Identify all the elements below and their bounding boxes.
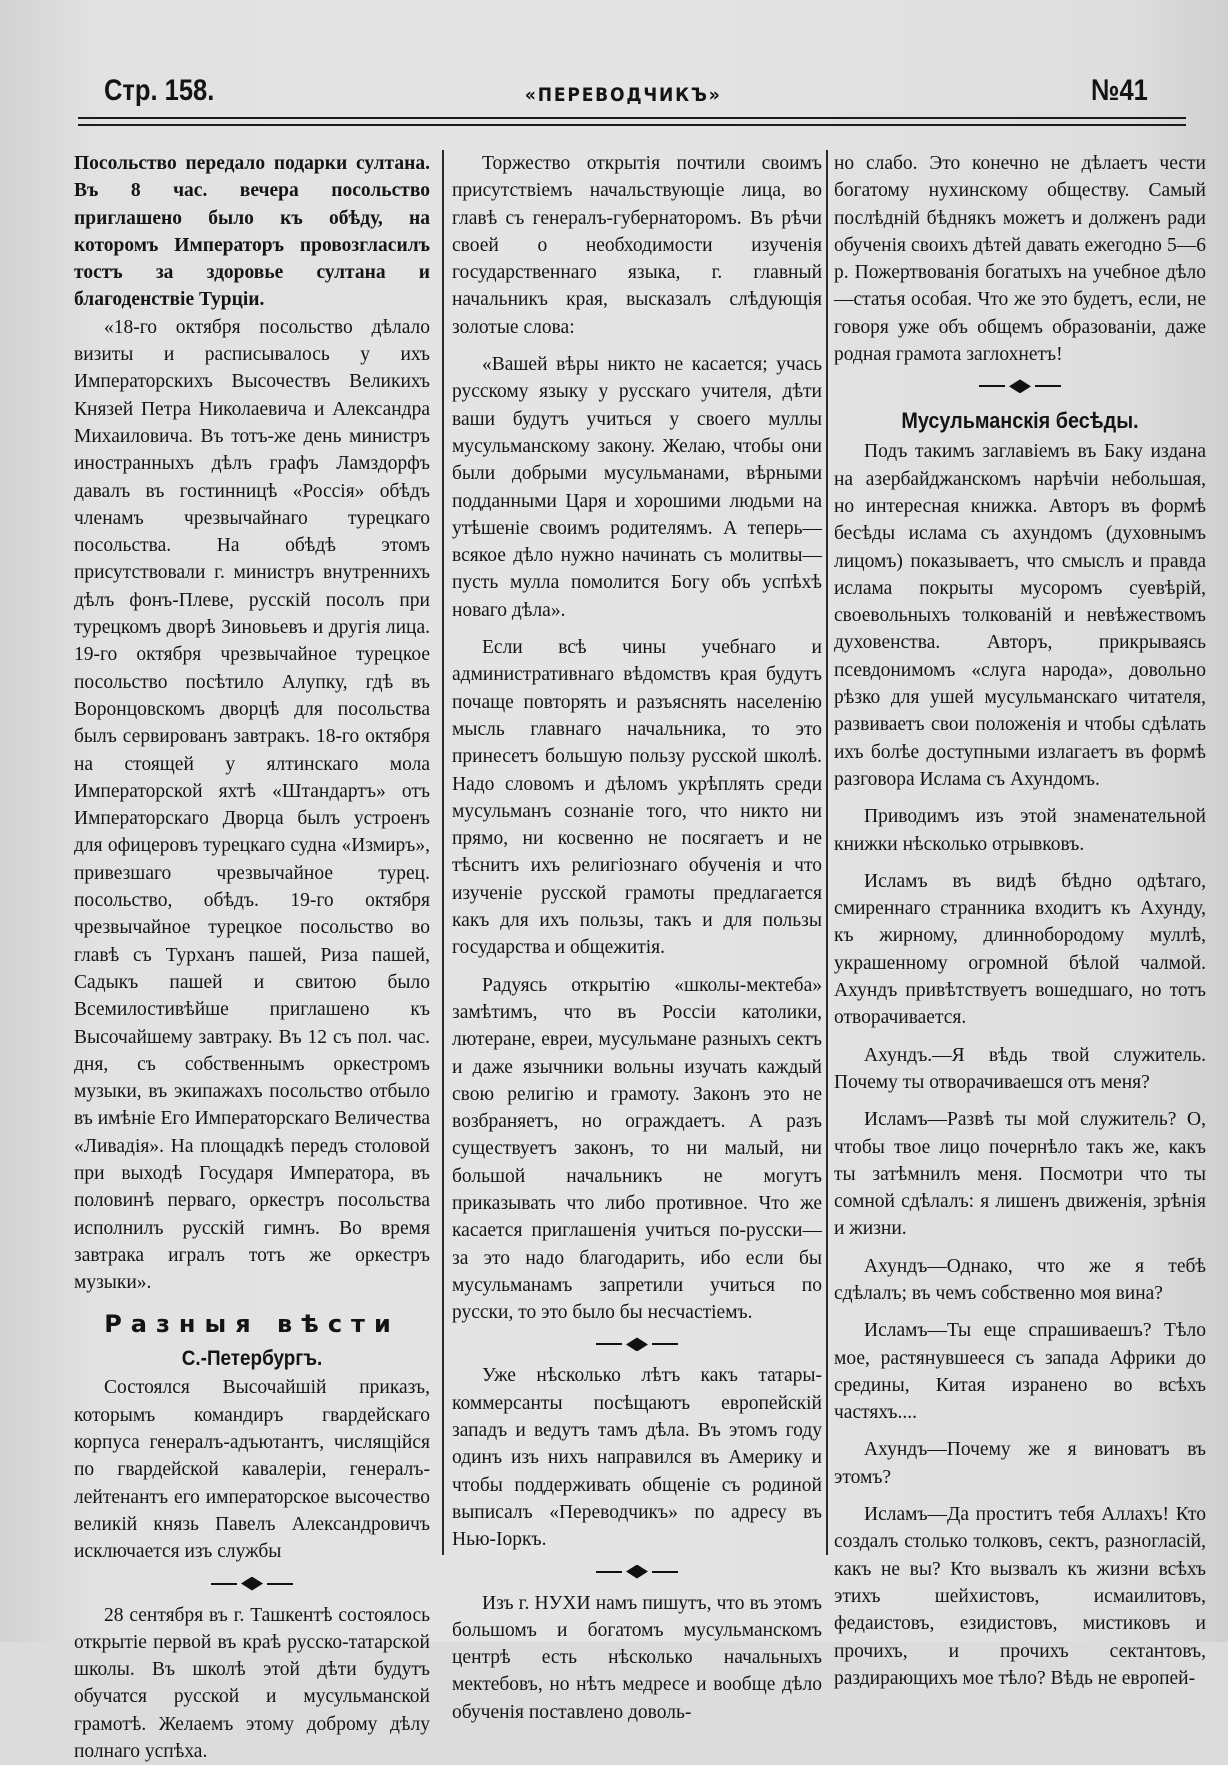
- subsection-title: С.-Петербургъ.: [181, 1347, 323, 1371]
- column-3: [834, 150, 1206, 1692]
- ornament-divider: [452, 1554, 822, 1590]
- column-2: [452, 150, 822, 1726]
- issue-number: №41: [1091, 74, 1148, 107]
- column-divider-2: [826, 150, 828, 1555]
- header-rule-bottom: [78, 124, 1186, 126]
- article-paragraph: Состоялся Высочайшій приказъ, которымъ командиръ гвардейскаго корпуса генералъ-адъютантъ, числящійся по гвардейской кавалеріи, генералъ-лейтенантъ его императорское высочество великій князь Павелъ Александровичъ исключается изъ службы: [74, 1377, 430, 1563]
- article-paragraph: Посольство передало подарки султана. Въ 8 час. вечера посольство приглашено было къ обѣду, на которомъ Императоръ провозгласилъ тостъ за здоровье султана и благоденствіе Турціи.: [74, 153, 430, 311]
- diamond-icon: [626, 1337, 648, 1351]
- dialogue-line: Исламъ—Развѣ ты мой служитель? О, чтобы твое лицо почернѣло такъ же, какъ ты затѣмнилъ меня. Посмотри что ты сомной сдѣлалъ: я лишенъ движенія, зрѣнія и жизни.: [834, 1109, 1206, 1240]
- diamond-icon: [1009, 379, 1031, 393]
- diamond-icon: [241, 1577, 263, 1591]
- article-paragraph: «Вашей вѣры никто не касается; учась русскому языку у русскаго учителя, дѣти ваши будутъ учиться у своего муллы мусульманскому закону. Желаю, чтобы они были добрыми мусульманами, вѣрными подданными Царя и хорошими людьми на утѣшеніе своимъ родителямъ. А теперь—всякое дѣло нужно начинать съ молитвы—пусть мулла помолится Богу объ успѣхѣ новаго дѣла».: [452, 354, 822, 621]
- ornament-divider: [834, 368, 1206, 404]
- article-paragraph: «18-го октября посольство дѣлало визиты и расписывалось у ихъ Императорскихъ Высочествъ Великихъ Князей Петра Николаевича и Александра Михаиловича. Въ тотъ-же день министръ иностранныхъ дѣлъ графъ Ламздорфъ давалъ въ гостинницѣ «Россія» обѣдъ членамъ чрезвычайнаго турецкаго посольства. На обѣдѣ этомъ присутствовали г. министръ внутреннихъ дѣлъ фонъ-Плеве, русскій посолъ при турецкомъ дворѣ Зиновьевъ и другія лица. 19-го октября чрезвычайное турецкое посольство посѣтило Алупку, гдѣ въ Воронцовскомъ дворцѣ для посольства былъ сервированъ завтракъ. 18-го октября на стоящей у ялтинскаго мола Императорской яхтѣ «Штандартъ» отъ Императорскаго Дворца былъ устроенъ для офицеровъ турецкаго судна «Измиръ», привезшаго чрезвычайное турец. посольство, обѣдъ. 19-го октября чрезвычайное турецкое посольство во главѣ съ Турханъ пашей, Риза пашей, Садыкъ пашей и свитою было Всемилостивѣйше приглашено къ Высочайшему завтраку. Въ 12 съ пол. час. дня, съ собственнымъ оркестромъ музыки, въ экипажахъ посольство отбыло въ имѣніе Его Императорскаго Величества «Ливадія». На площадкѣ передъ столовой при выходѣ Государя Императора, въ половинѣ перваго, оркестръ посольства исполнилъ русскій гимнъ. Во время завтрака игралъ тотъ же оркестръ музыки».: [74, 316, 430, 1294]
- page-header: [74, 74, 1184, 114]
- article-paragraph: Уже нѣсколько лѣтъ какъ татары-коммерсанты посѣщаютъ европейскій западъ и ведутъ тамъ дѣла. Въ этомъ году одинъ изъ нихъ направился въ Америку и чтобы поддерживать общеніе съ родиной выписалъ «Переводчикъ» по адресу въ Нью-Іоркъ.: [452, 1365, 822, 1551]
- dialogue-line: Исламъ—Ты еще спрашиваешъ? Тѣло мое, растянувшееся съ запада Африки до средины, Китая изранено во всѣхъ частяхъ....: [834, 1320, 1206, 1424]
- column-divider-1: [442, 150, 444, 1555]
- dialogue-line: Ахундъ—Почему же я виноватъ въ этомъ?: [834, 1439, 1206, 1488]
- article-paragraph: Радуясь открытію «школы-мектеба» замѣтимъ, что въ Россіи католики, лютеране, евреи, мусульмане разныхъ сектъ и даже язычники вольны изучать каждый свою религію и грамоту. Законъ это не возбраняетъ, но ограждаетъ. А разъ существуетъ законъ, то ни малый, ни большой начальникъ не могутъ приказывать что либо противное. Что же касается приглашенія учиться по-русски—за это надо благодарить, ибо если бы мусульманамъ запретили учиться по русски, то это было бы несчастіемъ.: [452, 974, 822, 1324]
- article-paragraph: Торжество открытія почтили своимъ присутствіемъ начальствующіе лица, во главѣ съ генералъ-губернаторомъ. Въ рѣчи своей о необходимости изученія государственнаго языка, г. главный начальникъ края, высказалъ слѣдующія золотые слова:: [452, 153, 822, 338]
- article-paragraph: 28 сентября въ г. Ташкентѣ состоялось открытіе первой въ краѣ русско-татарской школы. Въ школѣ этой дѣти будутъ обучатся русской и мусульманской грамотѣ. Желаемъ этому доброму дѣлу полнаго успѣха.: [74, 1604, 430, 1763]
- article-paragraph: но слабо. Это конечно не дѣлаетъ чести богатому нухинскому обществу. Самый послѣдній бѣднякъ можетъ и долженъ ради обученія своихъ дѣтей давать ежегодно 5—6 р. Пожертвованія богатыхъ на учебное дѣло—статья особая. Что же это будетъ, если, не говоря уже объ общемъ образованіи, даже родная грамота заглохнетъ!: [834, 153, 1206, 366]
- section-title: Разныя вѣсти: [104, 1310, 400, 1339]
- article-paragraph: Подъ такимъ заглавіемъ въ Баку издана на азербайджанскомъ нарѣчіи небольшая, но интересная книжка. Авторъ въ формѣ бесѣды ислама съ ахундомъ (духовнымъ лицомъ) показываетъ, что смыслъ и правда ислама покрыты мусоромъ суевѣрій, своевольныхъ толкованій и невѣжествомъ духовенства. Авторъ, прикрываясь псевдонимомъ «слуга народа», довольно рѣзко для ушей мусульманскаго читателя, развиваетъ свои положенія и чтобы сдѣлать ихъ болѣе доступными излагаетъ въ формѣ разговора Ислама съ Ахундомъ.: [834, 441, 1206, 790]
- dialogue-line: Ахундъ.—Я вѣдь твой служитель. Почему ты отворачиваешся отъ меня?: [834, 1044, 1206, 1093]
- column-1: [74, 150, 430, 1765]
- ornament-divider: [74, 1566, 430, 1602]
- header-rule-top: [78, 117, 1186, 119]
- article-title: Мусульманскія бесѣды.: [901, 408, 1139, 434]
- article-paragraph: Исламъ въ видѣ бѣдно одѣтаго, смиреннаго странника входитъ къ Ахунду, къ жирному, длиннобородому муллѣ, украшенному огромной бѣлой чалмой. Ахундъ привѣтствуетъ вошедшаго, но тотъ отворачивается.: [834, 870, 1206, 1029]
- article-paragraph: Изъ г. НУХИ намъ пишутъ, что въ этомъ большомъ и богатомъ мусульманскомъ центрѣ есть нѣсколько начальныхъ мектебовъ, но нѣтъ медресе и вообще дѣло обученія поставлено доволь-: [452, 1592, 822, 1723]
- article-paragraph: Приводимъ изъ этой знаменательной книжки нѣсколько отрывковъ.: [834, 806, 1206, 855]
- dialogue-line: Ахундъ—Однако, что же я тебѣ сдѣлалъ; въ чемъ собственно моя вина?: [834, 1255, 1206, 1304]
- dialogue-line: Исламъ—Да проститъ тебя Аллахъ! Кто создалъ столько толковъ, сектъ, разногласій, какъ не вы? Кто вызвалъ къ жизни всѣхъ этихъ шейхистовъ, исмаилитовъ, федаистовъ, езидистовъ, мистиковъ и прочихъ, и прочихъ сектантовъ, раздирающихъ мое тѣло? Вѣдь не европей-: [834, 1504, 1206, 1689]
- diamond-icon: [626, 1565, 648, 1579]
- page-number: Стр. 158.: [104, 74, 215, 107]
- ornament-divider: [452, 1326, 822, 1362]
- article-paragraph: Если всѣ чины учебнаго и административнаго вѣдомствъ края будутъ почаще повторять и разъяснять населенію мысль главнаго начальника, то это принесетъ большую пользу русской школѣ. Надо словомъ и дѣломъ укрѣплять среди мусульманъ сознаніе того, что никто ни прямо, ни косвенно не посягаетъ и не тѣснитъ ихъ религіознаго обученія и что изученіе русской грамоты предлагается какъ для ихъ пользы, такъ и для пользы государства и общежитія.: [452, 637, 822, 959]
- newspaper-title: «ПЕРЕВОДЧИКЪ»: [524, 84, 722, 106]
